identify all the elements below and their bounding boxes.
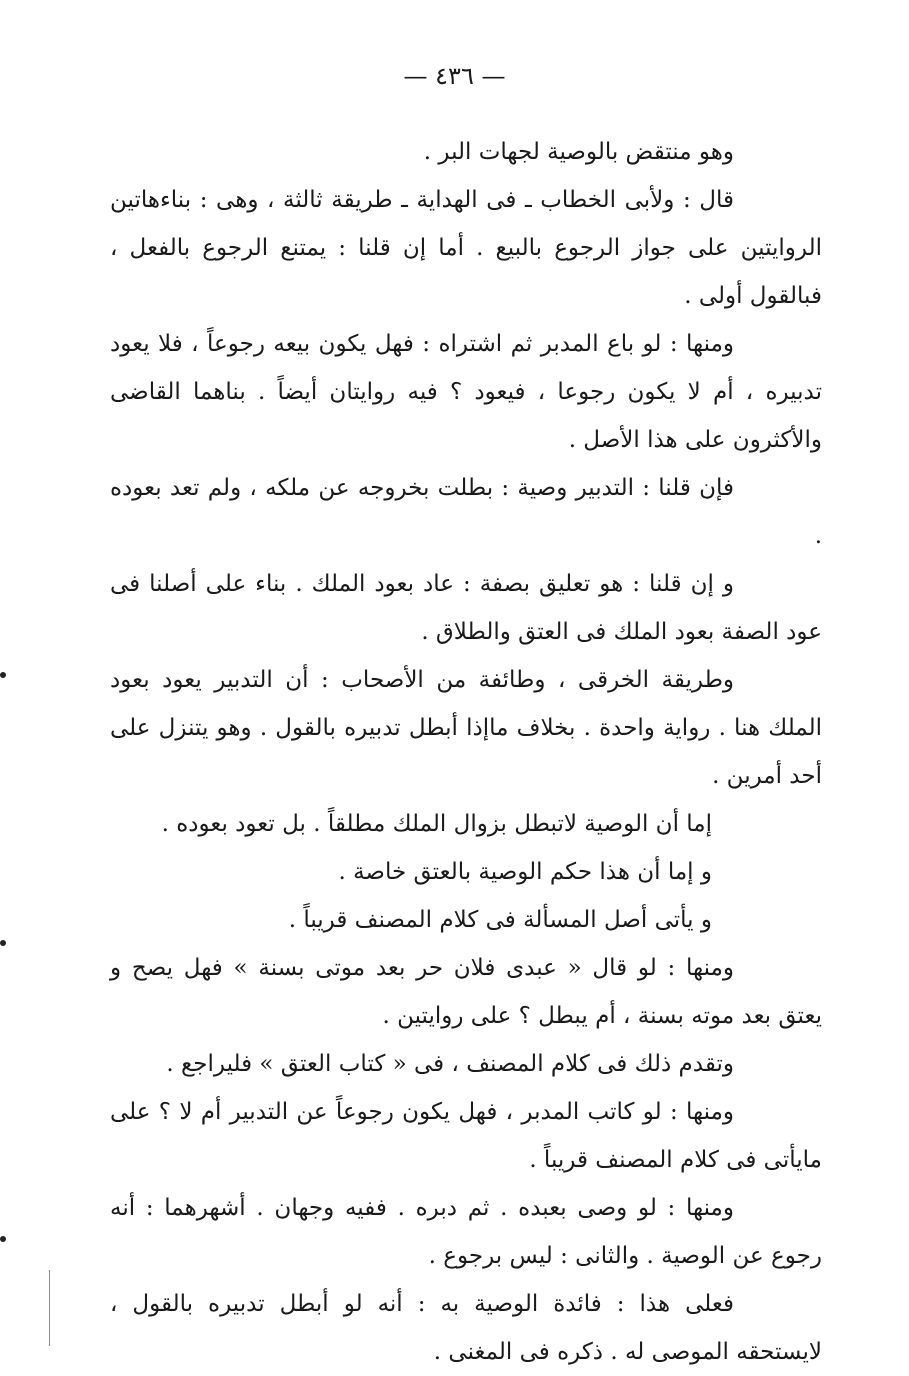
paragraph: ومنها : لو باع المدبر ثم اشتراه : فهل يكون بيعه رجوعاً ، فلا يعود تدبيره ، أم لا يكون رجوعا ، فيعود ؟ فيه روايتان أيضاً . بناهما القاضى والأكثرون على هذا الأصل . <box>110 331 822 453</box>
paragraph: ومنها : لو وصى بعبده . ثم دبره . ففيه وجهان . أشهرهما : أنه رجوع عن الوصية . والثانى : ليس برجوع . <box>110 1195 822 1269</box>
paragraph: قال : ولأبى الخطاب ـ فى الهداية ـ طريقة ثالثة ، وهى : بناءهاتين الروايتين على جواز الرجوع بالبيع . أما إن قلنا : يمتنع الرجوع بالفعل ، فبالقول أولى . <box>110 187 822 309</box>
page-number: — ٤٣٦ — <box>403 62 506 90</box>
paragraph: ومنها : لو قال « عبدى فلان حر بعد موتى بسنة » فهل يصح و يعتق بعد موته بسنة ، أم يبطل ؟ على روايتين . <box>110 955 822 1029</box>
scan-speck <box>0 672 6 678</box>
paragraph: و إن قلنا : هو تعليق بصفة : عاد بعود الملك . بناء على أصلنا فى عود الصفة بعود الملك فى العتق والطلاق . <box>110 571 822 645</box>
paragraph: و يأتى أصل المسألة فى كلام المصنف قريباً . <box>288 907 712 933</box>
paragraph: فعلى هذا : فائدة الوصية به : أنه لو أبطل تدبيره بالقول ، لايستحقه الموصى له . ذكره فى المغنى . <box>110 1291 822 1365</box>
paragraph: فإن قلنا : التدبير وصية : بطلت بخروجه عن ملكه ، ولم تعد بعوده . <box>110 475 822 549</box>
paragraph: و إما أن هذا حكم الوصية بالعتق خاصة . <box>338 859 712 885</box>
scan-speck <box>0 940 6 946</box>
scan-speck <box>0 1236 6 1242</box>
paragraph: إما أن الوصية لاتبطل بزوال الملك مطلقاً . بل تعود بعوده . <box>161 811 712 837</box>
paragraph: ومنها : لو كاتب المدبر ، فهل يكون رجوعاً عن التدبير أم لا ؟ على مايأتى فى كلام المصنف قريباً . <box>110 1099 822 1173</box>
paragraph: وهو منتقض بالوصية لجهات البر . <box>423 139 734 165</box>
paragraph: وطريقة الخرقى ، وطائفة من الأصحاب : أن التدبير يعود بعود الملك هنا . رواية واحدة . بخلاف ماإذا أبطل تدبيره بالقول . وهو يتنزل على أحد أمرين . <box>110 667 822 789</box>
page-text <box>110 128 822 1376</box>
paragraph: وتقدم ذلك فى كلام المصنف ، فى « كتاب العتق » فليراجع . <box>166 1051 734 1077</box>
scan-edge-line <box>49 1270 50 1346</box>
